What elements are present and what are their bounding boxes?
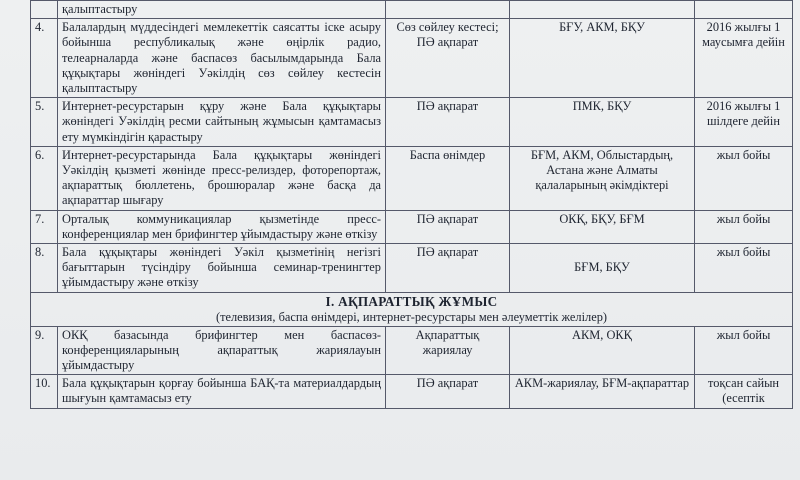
row-number (31, 1, 58, 19)
table-row (31, 1, 793, 19)
table-row (31, 326, 793, 375)
task-cell: Бала құқықтарын қорғау бойынша БАҚ-та материалдардың шығуын қамтамасыз ету (58, 375, 386, 408)
table-row (31, 244, 793, 293)
task-cell: Бала құқықтары жөніндегі Уәкіл қызметінің негізгі бағыттарын түсіндіру бойынша семинар-тренингтер ұйымдастыру және өткізу (58, 244, 386, 293)
responsible-cell: ПМК, БҚУ (510, 98, 695, 147)
section-subtitle: (телевизия, баспа өнімдері, интернет-ресурстары мен әлеуметтік желілер) (215, 309, 608, 324)
section-header-row (31, 292, 793, 326)
row-number: 6. (31, 146, 58, 210)
table-row (31, 375, 793, 408)
deadline-cell: жыл бойы (695, 244, 793, 293)
responsible-cell: БҒМ, АКМ, Облыстардың, Астана және Алматы қалаларының әкімдіктері (510, 146, 695, 210)
form-cell (386, 1, 510, 19)
task-cell: Балалардың мүддесіндегі мемлекеттік саясатты іске асыру бойынша республикалық және өңірлік радио, телеарналарда және баспасөз басылымдарында Бала құқықтары жөніндегі Уәкілдің сөз сөйлеу кестесін қалыптастыру (58, 19, 386, 98)
responsible-cell: ОКҚ, БҚУ, БҒМ (510, 210, 695, 243)
table-row (31, 146, 793, 210)
plan-table (30, 0, 793, 409)
form-cell: Баспа өнімдер (386, 146, 510, 210)
form-cell: ПӘ ақпарат (386, 210, 510, 243)
row-number: 8. (31, 244, 58, 293)
deadline-cell: 2016 жылғы 1 шілдеге дейін (695, 98, 793, 147)
responsible-cell (510, 1, 695, 19)
deadline-cell: тоқсан сайын (есептік (695, 375, 793, 408)
responsible-cell: БҒМ, БҚУ (510, 244, 695, 293)
form-cell: ПӘ ақпарат (386, 98, 510, 147)
section-title: І. АҚПАРАТТЫҚ ЖҰМЫС (325, 293, 498, 309)
form-cell: Сөз сөйлеу кестесі; ПӘ ақпарат (386, 19, 510, 98)
task-cell: ОКҚ базасында брифингтер мен баспасөз-конференцияларының ақпараттық жариялауын ұйымдастыру (58, 326, 386, 375)
task-cell: Интернет-ресурстарын құру және Бала құқықтары жөніндегі Уәкілдің ресми сайтының жұмысын қамтамасыз ету мүмкіндігін қарастыру (58, 98, 386, 147)
task-cell: қалыптастыру (58, 1, 386, 19)
responsible-cell: АКМ, ОКҚ (510, 326, 695, 375)
deadline-cell: жыл бойы (695, 210, 793, 243)
row-number: 7. (31, 210, 58, 243)
deadline-cell: жыл бойы (695, 146, 793, 210)
form-cell: ПӘ ақпарат (386, 375, 510, 408)
section-header (31, 292, 793, 326)
task-cell: Интернет-ресурстарында Бала құқықтары жөніндегі Уәкілдің қызметі жөнінде пресс-релиздер, фоторепортаж, ақпараттық бюллетень, брошюралар және басқа да ақпараттар шығару (58, 146, 386, 210)
deadline-cell: жыл бойы (695, 326, 793, 375)
responsible-cell: АКМ-жариялау, БҒМ-ақпараттар (510, 375, 695, 408)
deadline-cell: 2016 жылғы 1 маусымға дейін (695, 19, 793, 98)
row-number: 5. (31, 98, 58, 147)
deadline-cell (695, 1, 793, 19)
row-number: 4. (31, 19, 58, 98)
form-cell: ПӘ ақпарат (386, 244, 510, 293)
table-row (31, 210, 793, 243)
table-row (31, 19, 793, 98)
row-number: 10. (31, 375, 58, 408)
responsible-cell: БҒУ, АКМ, БҚУ (510, 19, 695, 98)
table-row (31, 98, 793, 147)
task-cell: Орталық коммуникациялар қызметінде пресс-конференциялар мен брифингтер ұйымдастыру және өткізу (58, 210, 386, 243)
row-number: 9. (31, 326, 58, 375)
form-cell: Ақпараттық жариялау (386, 326, 510, 375)
